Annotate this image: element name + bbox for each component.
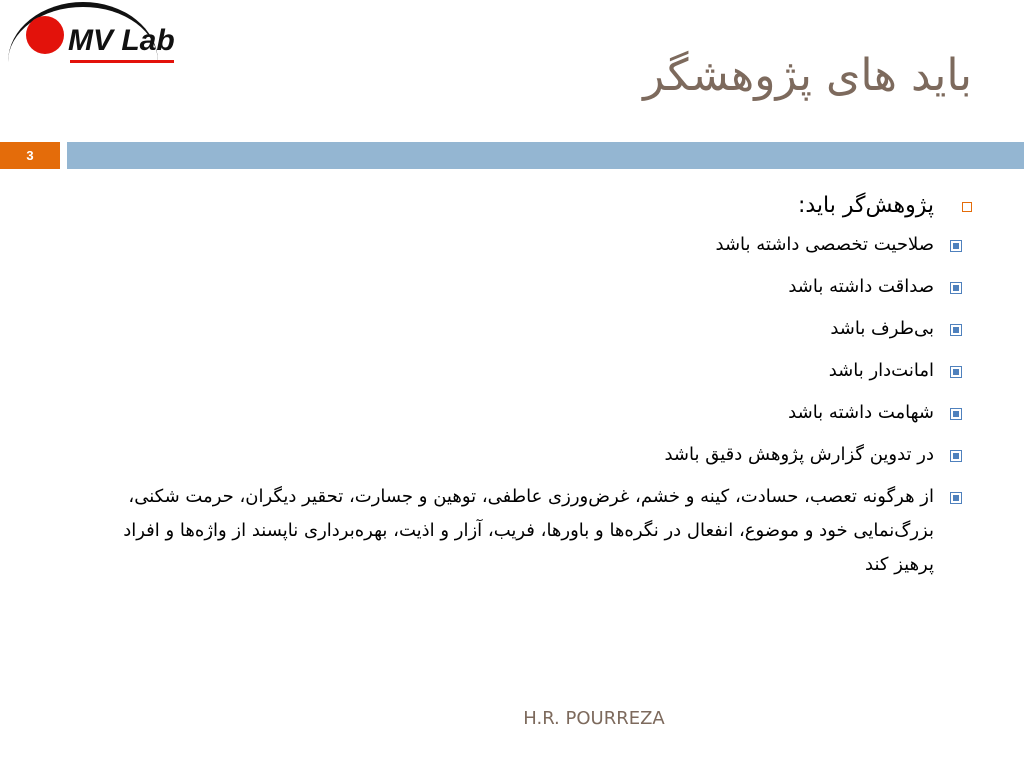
hollow-square-bullet-icon [962, 202, 972, 212]
main-point [80, 188, 972, 224]
square-bullet-icon [950, 366, 962, 378]
footer-author: H.R. POURREZA [523, 708, 665, 729]
header-bar [67, 142, 1024, 169]
sub-point-list [80, 228, 972, 582]
logo-text: MV Lab [68, 24, 175, 57]
list-item-text: شهامت داشته باشد [788, 402, 934, 423]
list-item-text: امانت‌دار باشد [828, 360, 934, 381]
list-item-text: از هرگونه تعصب، حسادت، کینه و خشم، غرض‌ورزی عاطفی، توهین و جسارت، تحقیر دیگران، حرمت شکنی، بزرگ‌نمایی خود و موضوع، انفعال در نگره‌ها و باورها، فریب، آزار و اذیت، بهره‌برداری ناپسند از واژه‌ها و افراد پرهیز کند [123, 486, 934, 575]
square-bullet-icon [950, 282, 962, 294]
logo-red-dot [26, 16, 64, 54]
square-bullet-icon [950, 450, 962, 462]
list-item [80, 312, 972, 346]
square-bullet-icon [950, 492, 962, 504]
square-bullet-icon [950, 324, 962, 336]
square-bullet-icon [950, 240, 962, 252]
logo-underline [70, 60, 174, 63]
slide-number: 3 [0, 142, 60, 169]
list-item-text: در تدوین گزارش پژوهش دقیق باشد [664, 444, 934, 465]
list-item-text: بی‌طرف باشد [830, 318, 934, 339]
list-item [80, 480, 972, 582]
list-item-text: صلاحیت تخصصی داشته باشد [715, 234, 934, 255]
list-item [80, 270, 972, 304]
list-item [80, 354, 972, 388]
list-item [80, 228, 972, 262]
square-bullet-icon [950, 408, 962, 420]
list-item [80, 438, 972, 472]
list-item [80, 396, 972, 430]
list-item-text: صداقت داشته باشد [788, 276, 934, 297]
main-point-text: پژوهش‌گر باید: [797, 193, 934, 218]
slide-content [80, 188, 972, 590]
mv-lab-logo [0, 0, 200, 70]
slide-title: باید های پژوهشگر [643, 50, 972, 101]
